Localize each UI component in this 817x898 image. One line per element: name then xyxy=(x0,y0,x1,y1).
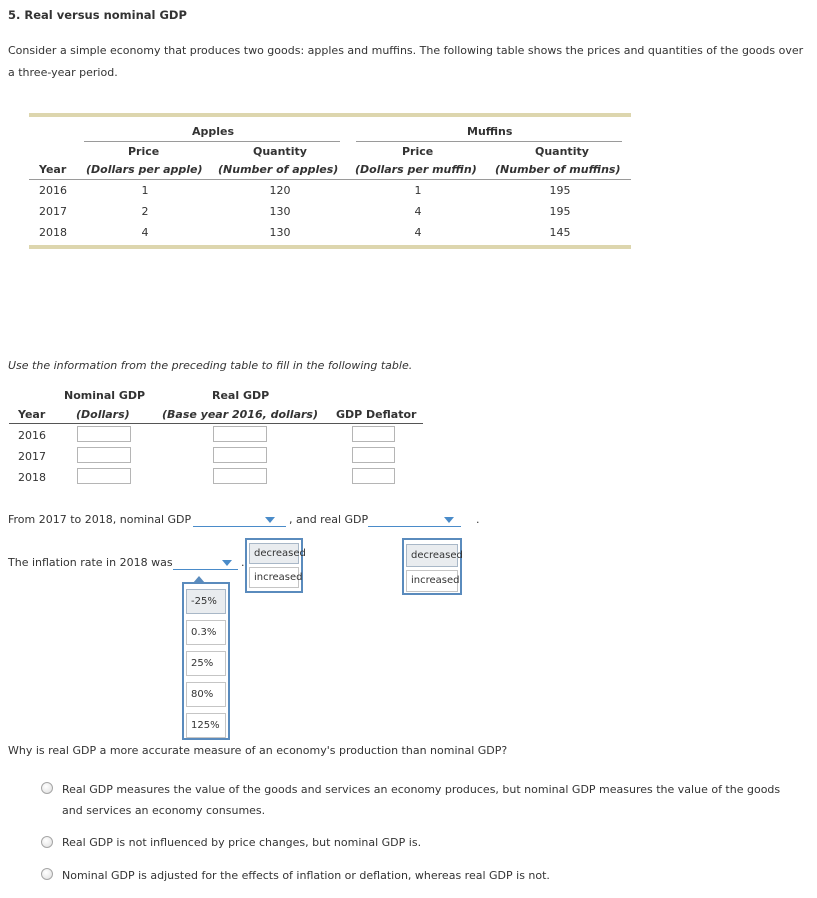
muffin-quantity-unit: (Number of muffins) xyxy=(495,163,621,176)
option-0-3-percent[interactable]: 0.3% xyxy=(186,620,226,645)
answer-radio-1[interactable] xyxy=(41,782,53,794)
inflation-options-popup xyxy=(182,582,230,740)
table-cell: 4 xyxy=(141,226,149,239)
table-cell: 1 xyxy=(141,184,149,197)
answer-text-2: Real GDP is not influenced by price changes, but nominal GDP is. xyxy=(62,836,422,849)
chevron-down-icon xyxy=(444,517,454,523)
header-bottom-rule xyxy=(29,179,631,180)
table-top-bar xyxy=(29,113,631,117)
real-change-options-popup xyxy=(402,538,462,595)
apple-quantity-unit: (Number of apples) xyxy=(218,163,339,176)
inflation-sentence-prefix: The inflation rate in 2018 was xyxy=(8,556,173,569)
chevron-down-icon xyxy=(222,560,232,566)
apple-quantity-label: Quantity xyxy=(253,145,307,158)
nominal-gdp-change-dropdown[interactable] xyxy=(193,513,286,527)
muffin-quantity-label: Quantity xyxy=(535,145,589,158)
apple-price-label: Price xyxy=(128,145,160,158)
gdp-deflator-2018-input[interactable] xyxy=(352,468,395,484)
apples-header-rule xyxy=(84,141,340,142)
option-decreased[interactable]: decreased xyxy=(406,544,458,567)
table-row-year: 2018 xyxy=(18,471,46,484)
year-column-header-2: Year xyxy=(18,408,46,421)
nominal-gdp-2018-input[interactable] xyxy=(77,468,131,484)
table-cell: 130 xyxy=(269,205,291,218)
apple-price-unit: (Dollars per apple) xyxy=(86,163,203,176)
answer-radio-2[interactable] xyxy=(41,836,53,848)
table-row-year: 2016 xyxy=(39,184,67,197)
option-80-percent[interactable]: 80% xyxy=(186,682,226,707)
inflation-rate-dropdown[interactable] xyxy=(173,556,238,570)
real-gdp-2017-input[interactable] xyxy=(213,447,267,463)
table-row-year: 2016 xyxy=(18,429,46,442)
page-title: 5. Real versus nominal GDP xyxy=(8,8,187,22)
gdp-deflator-label: GDP Deflator xyxy=(336,408,417,421)
table-row-year: 2017 xyxy=(39,205,67,218)
option-increased[interactable]: increased xyxy=(249,567,299,588)
muffin-price-label: Price xyxy=(402,145,434,158)
sentence-real-middle: , and real GDP xyxy=(289,513,369,526)
nominal-gdp-label: Nominal GDP xyxy=(64,389,146,402)
option-increased[interactable]: increased xyxy=(406,570,458,592)
option-25-percent[interactable]: 25% xyxy=(186,651,226,676)
gdp-deflator-2016-input[interactable] xyxy=(352,426,395,442)
table-cell: 130 xyxy=(269,226,291,239)
sentence-nominal-prefix: From 2017 to 2018, nominal GDP xyxy=(8,513,192,526)
table-cell: 1 xyxy=(414,184,422,197)
real-gdp-label: Real GDP xyxy=(212,389,270,402)
gdp-deflator-2017-input[interactable] xyxy=(352,447,395,463)
sentence2-period: . xyxy=(241,556,245,569)
option-125-percent[interactable]: 125% xyxy=(186,713,226,738)
muffins-group-header: Muffins xyxy=(467,125,513,138)
nominal-gdp-2017-input[interactable] xyxy=(77,447,131,463)
table2-header-rule xyxy=(9,423,423,424)
dropdown-underline xyxy=(193,526,286,527)
answer-text-1: Real GDP measures the value of the goods and services an economy produces, but nominal GDP measures the value of the goods and services an economy consumes. xyxy=(62,783,781,817)
answer-radio-3[interactable] xyxy=(41,868,53,880)
question-text: Why is real GDP a more accurate measure of an economy's production than nominal GDP? xyxy=(8,744,508,757)
table-cell: 4 xyxy=(414,205,422,218)
table-bottom-bar xyxy=(29,245,631,249)
table-cell: 4 xyxy=(414,226,422,239)
table-cell: 2 xyxy=(141,205,149,218)
table-cell: 195 xyxy=(549,184,571,197)
option-decreased[interactable]: decreased xyxy=(249,543,299,564)
muffins-header-rule xyxy=(356,141,622,142)
sentence1-period: . xyxy=(476,513,480,526)
intro-text: Consider a simple economy that produces two goods: apples and muffins. The following table shows the prices and quantities of the goods over a three-year period. xyxy=(8,44,804,79)
real-gdp-unit: (Base year 2016, dollars) xyxy=(162,408,318,421)
answer-text-3: Nominal GDP is adjusted for the effects of inflation or deflation, whereas real GDP is not. xyxy=(62,869,550,882)
nominal-gdp-unit: (Dollars) xyxy=(76,408,130,421)
chevron-down-icon xyxy=(265,517,275,523)
nominal-change-options-popup xyxy=(245,538,306,593)
year-column-header: Year xyxy=(39,163,67,176)
dropdown-underline xyxy=(173,569,238,570)
instruction-text: Use the information from the preceding table to fill in the following table. xyxy=(8,359,413,372)
apples-group-header: Apples xyxy=(192,125,235,138)
table-cell: 195 xyxy=(549,205,571,218)
dropdown-underline xyxy=(368,526,461,527)
muffin-price-unit: (Dollars per muffin) xyxy=(355,163,477,176)
table-row-year: 2017 xyxy=(18,450,46,463)
table-cell: 120 xyxy=(269,184,291,197)
nominal-gdp-2016-input[interactable] xyxy=(77,426,131,442)
table-cell: 145 xyxy=(549,226,571,239)
option-minus-25-percent[interactable]: -25% xyxy=(186,589,226,614)
real-gdp-2016-input[interactable] xyxy=(213,426,267,442)
table-row-year: 2018 xyxy=(39,226,67,239)
real-gdp-change-dropdown[interactable] xyxy=(368,513,461,527)
real-gdp-2018-input[interactable] xyxy=(213,468,267,484)
